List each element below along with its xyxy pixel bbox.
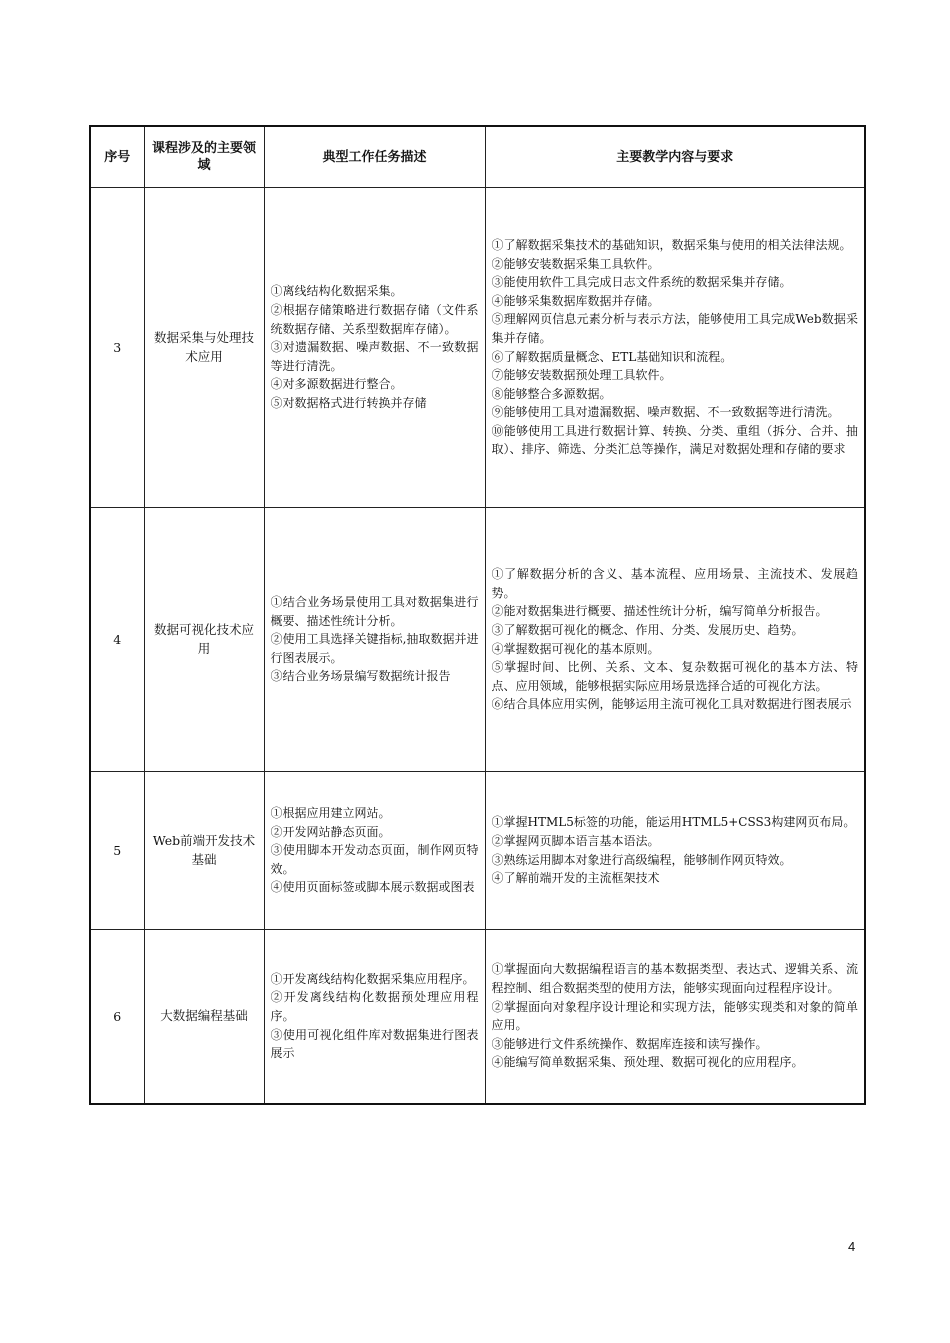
task-item: ④对多源数据进行整合。 [270, 377, 403, 392]
table-row [90, 930, 865, 1104]
row-number: 6 [90, 930, 144, 1104]
content-item: ②掌握网页脚本语言基本语法。 [491, 833, 660, 848]
content-item: ②掌握面向对象程序设计理论和实现方法，能够实现类和对象的简单应用。 [491, 999, 858, 1033]
content-item: ⑤掌握时间、比例、关系、文本、复杂数据可视化的基本方法、特点、应用领域，能够根据实际应用场景选择合适的可视化方法。 [491, 660, 858, 693]
task-item: ③使用可视化组件库对数据集进行图表展示 [270, 1027, 479, 1061]
row-number: 5 [90, 772, 144, 930]
header-tasks: 典型工作任务描述 [264, 126, 485, 188]
row-tasks [264, 188, 485, 508]
row-tasks [264, 508, 485, 772]
content-item: ④能编写简单数据采集、预处理、数据可视化的应用程序。 [491, 1055, 804, 1070]
curriculum-table [89, 125, 866, 1105]
task-item: ①根据应用建立网站。 [270, 806, 391, 821]
header-seq: 序号 [90, 126, 144, 188]
row-area: 数据可视化技术应用 [144, 508, 264, 772]
task-item: ①开发离线结构化数据采集应用程序。 [270, 971, 475, 986]
row-number: 4 [90, 508, 144, 772]
task-item: ③结合业务场景编写数据统计报告 [270, 669, 451, 684]
content-item: ①了解数据分析的含义、基本流程、应用场景、主流技术、发展趋势。 [491, 567, 858, 600]
task-item: ③对遗漏数据、噪声数据、不一致数据等进行清洗。 [270, 340, 479, 373]
row-content [485, 772, 865, 930]
content-item: ④掌握数据可视化的基本原则。 [491, 641, 660, 656]
task-item: ②开发网站静态页面。 [270, 824, 391, 839]
content-item: ①掌握面向大数据编程语言的基本数据类型、表达式、逻辑关系、流程控制、组合数据类型的使用方法，能够实现面向过程程序设计。 [491, 962, 858, 996]
task-item: ①离线结构化数据采集。 [270, 284, 403, 299]
content-item: ⑥了解数据质量概念、ETL基础知识和流程。 [491, 349, 733, 364]
content-item: ⑨能够使用工具对遗漏数据、噪声数据、不一致数据等进行清洗。 [491, 405, 840, 420]
content-item: ④能够采集数据库数据并存储。 [491, 293, 660, 308]
page-number: 4 [848, 1239, 856, 1254]
row-number: 3 [90, 188, 144, 508]
row-tasks [264, 930, 485, 1104]
task-item: ③使用脚本开发动态页面，制作网页特效。 [270, 843, 479, 876]
task-item: ①结合业务场景使用工具对数据集进行概要、描述性统计分析。 [270, 595, 479, 628]
task-item: ⑤对数据格式进行转换并存储 [270, 395, 427, 410]
content-item: ③了解数据可视化的概念、作用、分类、发展历史、趋势。 [491, 622, 804, 637]
row-tasks [264, 772, 485, 930]
table-row [90, 188, 865, 508]
row-content [485, 188, 865, 508]
content-item: ⑩能够使用工具进行数据计算、转换、分类、重组（拆分、合并、抽取）、排序、筛选、分类汇总等操作，满足对数据处理和存储的要求 [491, 423, 858, 457]
task-item: ②使用工具选择关键指标,抽取数据并进行图表展示。 [270, 632, 479, 665]
content-item: ①掌握HTML5标签的功能，能运用HTML5+CSS3构建网页布局。 [491, 815, 856, 830]
content-item: ①了解数据采集技术的基础知识，数据采集与使用的相关法律法规。 [491, 237, 852, 252]
content-item: ⑧能够整合多源数据。 [491, 386, 612, 401]
row-area: 大数据编程基础 [144, 930, 264, 1104]
task-item: ②开发离线结构化数据预处理应用程序。 [270, 990, 479, 1023]
content-item: ④了解前端开发的主流框架技术 [491, 871, 660, 886]
header-area: 课程涉及的主要领域 [144, 126, 264, 188]
row-area: Web前端开发技术基础 [144, 772, 264, 930]
content-item: ②能对数据集进行概要、描述性统计分析，编写简单分析报告。 [491, 604, 828, 619]
content-item: ②能够安装数据采集工具软件。 [491, 256, 660, 271]
content-item: ⑤理解网页信息元素分析与表示方法，能够使用工具完成Web数据采集并存储。 [491, 312, 858, 345]
row-area: 数据采集与处理技术应用 [144, 188, 264, 508]
table-row [90, 508, 865, 772]
task-item: ④使用页面标签或脚本展示数据或图表 [270, 880, 475, 895]
task-item: ②根据存储策略进行数据存储（文件系统数据存储、关系型数据库存储）。 [270, 303, 479, 336]
content-item: ⑦能够安装数据预处理工具软件。 [491, 368, 672, 383]
table-header-row [90, 126, 865, 188]
content-item: ③能够进行文件系统操作、数据库连接和读写操作。 [491, 1036, 768, 1051]
row-content [485, 508, 865, 772]
header-content: 主要教学内容与要求 [485, 126, 865, 188]
content-item: ③熟练运用脚本对象进行高级编程，能够制作网页特效。 [491, 852, 792, 867]
table-row [90, 772, 865, 930]
content-item: ⑥结合具体应用实例，能够运用主流可视化工具对数据进行图表展示 [491, 697, 852, 712]
content-item: ③能使用软件工具完成日志文件系统的数据采集并存储。 [491, 275, 792, 290]
row-content [485, 930, 865, 1104]
